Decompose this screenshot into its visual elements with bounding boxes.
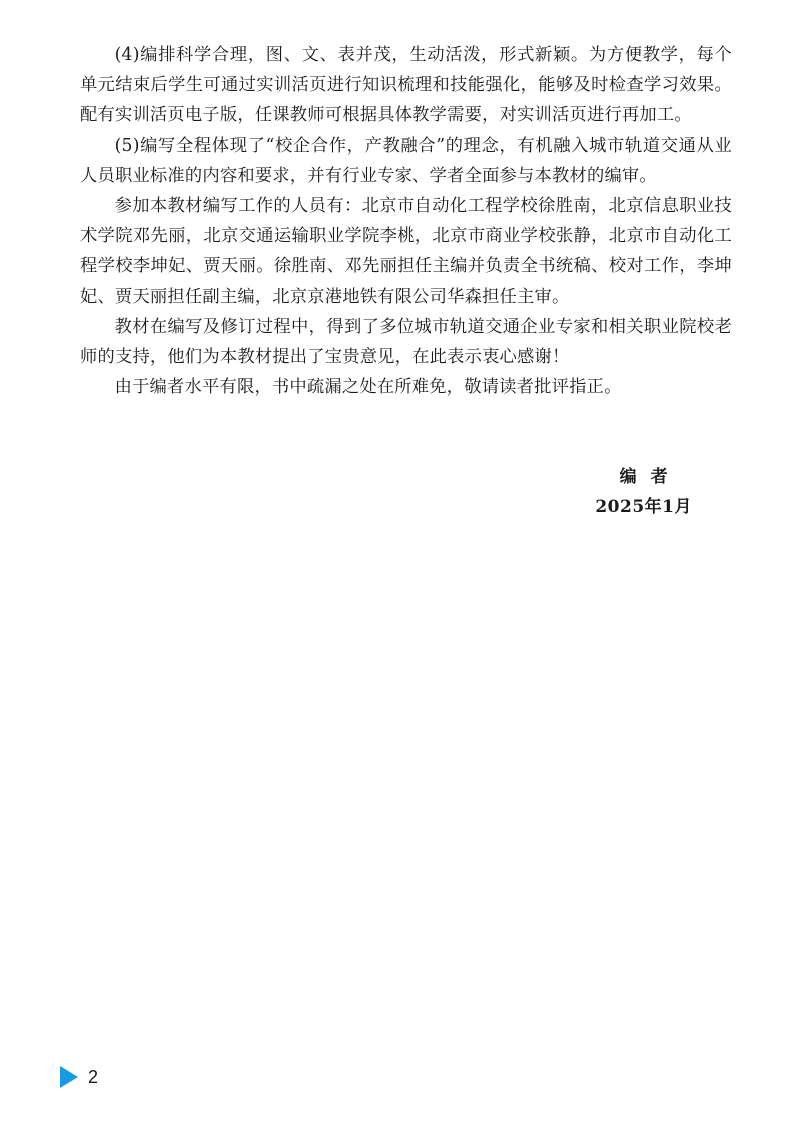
paragraph-contributors: 参加本教材编写工作的人员有：北京市自动化工程学校徐胜南，北京信息职业技术学院邓先丽，北京交通运输职业学院李桃，北京市商业学校张静，北京市自动化工程学校李坤妃、贾天丽。徐胜南、邓先丽担任主编并负责全书统稿、校对工作，李坤妃、贾天丽担任副主编，北京京港地铁有限公司华森担任主审。 [80, 196, 732, 307]
page-marker-triangle-icon [60, 1066, 78, 1088]
signature-author: 编者 [619, 467, 682, 487]
paragraph-apology: 由于编者水平有限，书中疏漏之处在所难免，敬请读者批评指正。 [114, 377, 622, 398]
signature-date: 2025年1月 [595, 497, 692, 517]
paragraph-item-4: (4)编排科学合理，图、文、表并茂，生动活泼，形式新颖。为方便教学，每个单元结束后学生可通过实训活页进行知识梳理和技能强化，能够及时检查学习效果。配有实训活页电子版，任课教师可根据具体教学需要，对实训活页进行再加工。 [80, 45, 732, 126]
paragraph-acknowledgement: 教材在编写及修订过程中，得到了多位城市轨道交通企业专家和相关职业院校老师的支持，他们为本教材提出了宝贵意见，在此表示衷心感谢！ [80, 316, 732, 368]
signature-block [595, 462, 692, 522]
document-body [80, 40, 732, 402]
page-number: 2 [88, 1067, 99, 1087]
paragraph-item-5: (5)编写全程体现了“校企合作，产教融合”的理念，有机融入城市轨道交通从业人员职业标准的内容和要求，并有行业专家、学者全面参与本教材的编审。 [80, 135, 732, 186]
